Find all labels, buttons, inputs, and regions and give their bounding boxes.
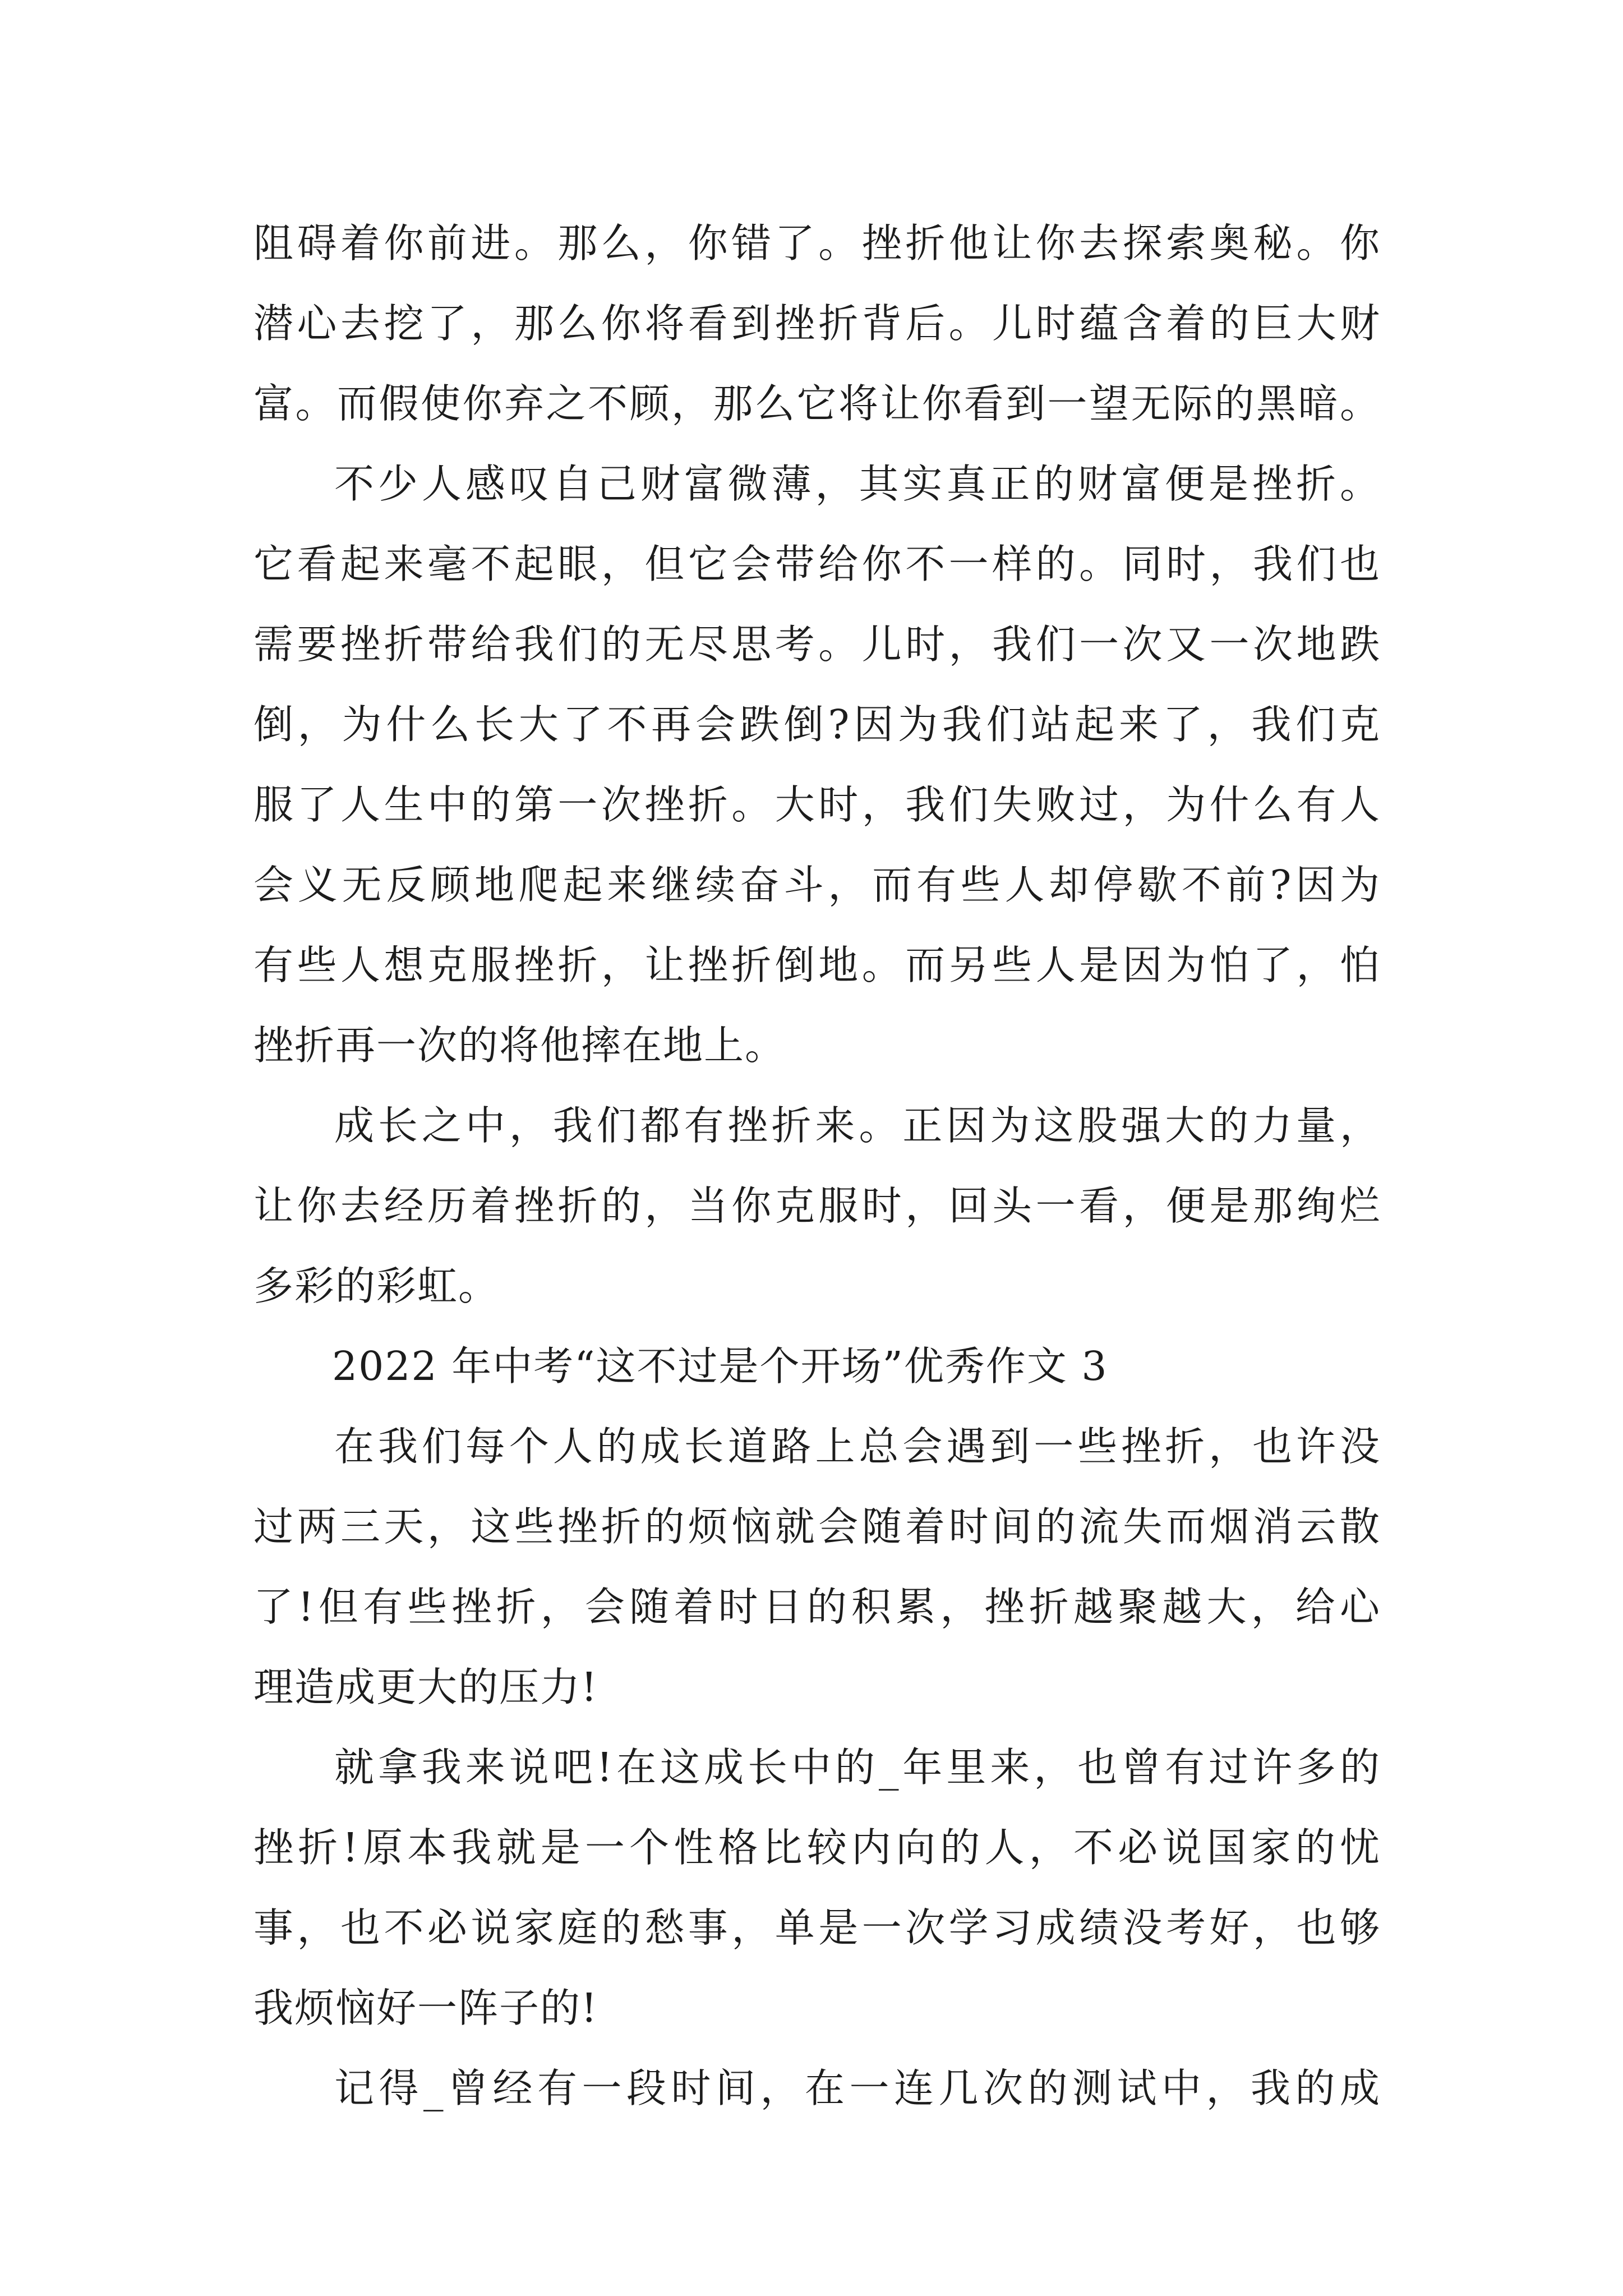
paragraph-first-line: 记得_曾经有一段时间，在一连几次的测试中，我的成	[334, 2065, 1381, 2111]
paragraph-last-line: 理造成更大的压力!	[253, 1664, 598, 1710]
paragraph-first-line: 就拿我来说吧!在这成长中的_年里来，也曾有过许多的	[334, 1744, 1381, 1791]
essay-heading: 2022 年中考“这不过是个开场”优秀作文 3	[332, 1343, 1108, 1389]
paragraph-first-line: 成长之中，我们都有挫折来。正因为这股强大的力量，	[334, 1102, 1381, 1149]
paragraph-last-line: 多彩的彩虹。	[253, 1263, 500, 1309]
text-line: 让你去经历着挫折的，当你克服时，回头一看，便是那绚烂	[253, 1182, 1381, 1229]
paragraph-first-line: 在我们每个人的成长道路上总会遇到一些挫折，也许没	[334, 1423, 1381, 1470]
text-line: 挫折!原本我就是一个性格比较内向的人，不必说国家的忧	[253, 1824, 1381, 1871]
text-line: 会义无反顾地爬起来继续奋斗，而有些人却停歇不前?因为	[253, 862, 1381, 908]
text-line: 服了人生中的第一次挫折。大时，我们失败过，为什么有人	[253, 781, 1381, 828]
text-line: 了!但有些挫折，会随着时日的积累，挫折越聚越大，给心	[253, 1584, 1381, 1630]
paragraph-last-line: 挫折再一次的将他摔在地上。	[253, 1022, 786, 1069]
text-line: 富。而假使你弃之不顾，那么它将让你看到一望无际的黑暗。	[253, 380, 1381, 427]
text-line: 阻碍着你前进。那么，你错了。挫折他让你去探索奥秘。你	[253, 220, 1381, 266]
paragraph-last-line: 我烦恼好一阵子的!	[253, 1985, 598, 2031]
text-line: 过两三天，这些挫折的烦恼就会随着时间的流失而烟消云散	[253, 1503, 1381, 1550]
paragraph-first-line: 不少人感叹自己财富微薄，其实真正的财富便是挫折。	[334, 461, 1381, 507]
text-line: 事，也不必说家庭的愁事，单是一次学习成绩没考好，也够	[253, 1904, 1381, 1951]
body-text	[253, 203, 1381, 2128]
text-line: 有些人想克服挫折，让挫折倒地。而另些人是因为怕了，怕	[253, 942, 1381, 988]
text-line: 倒，为什么长大了不再会跌倒?因为我们站起来了，我们克	[253, 701, 1381, 748]
text-line: 需要挫折带给我们的无尽思考。儿时，我们一次又一次地跌	[253, 621, 1381, 668]
text-line: 潜心去挖了，那么你将看到挫折背后。儿时蕴含着的巨大财	[253, 300, 1381, 347]
text-line: 它看起来毫不起眼，但它会带给你不一样的。同时，我们也	[253, 541, 1381, 587]
